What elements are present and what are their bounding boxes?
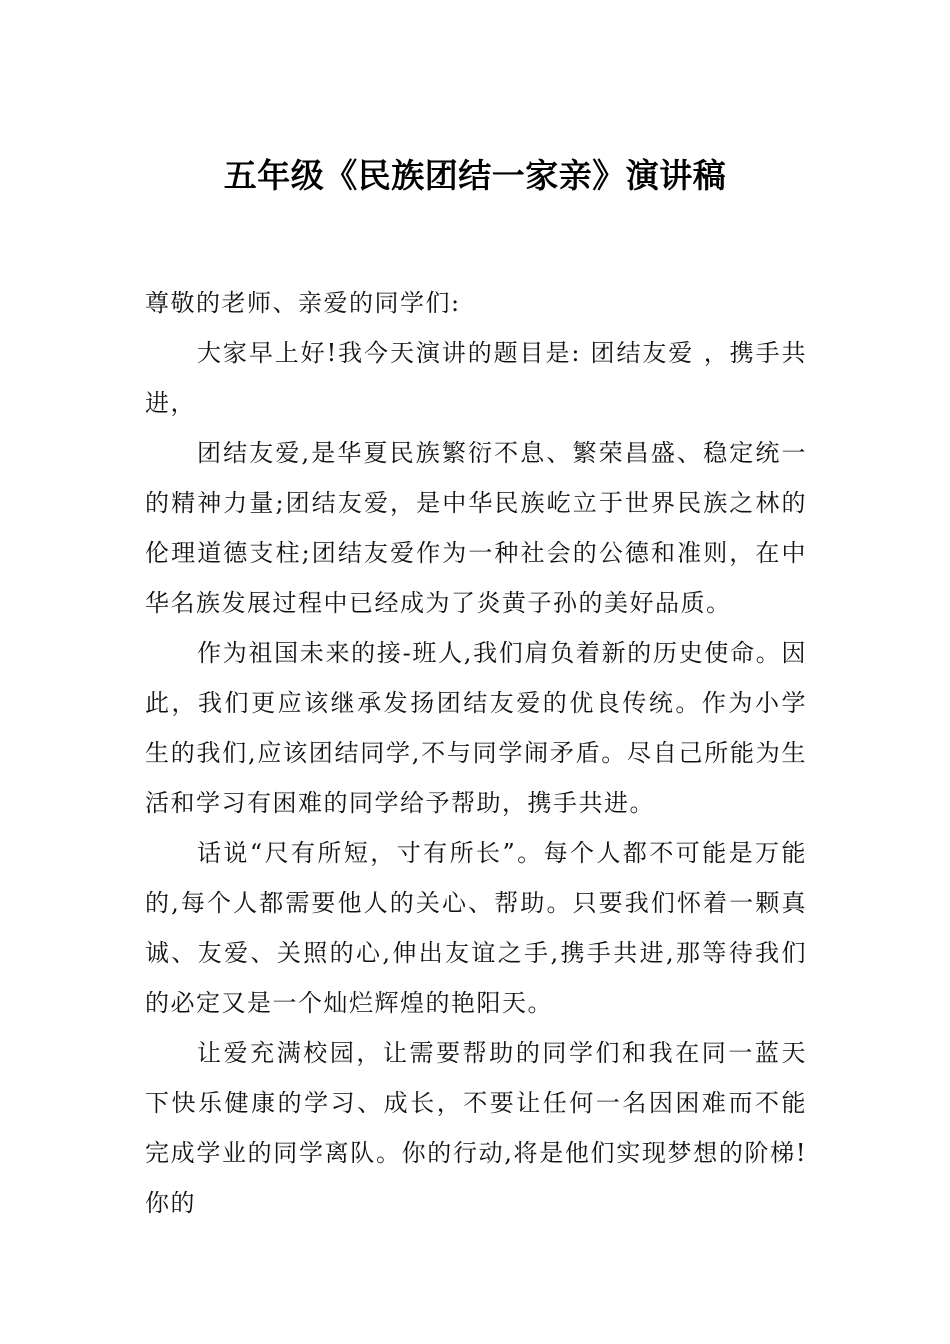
document-title: 五年级《民族团结一家亲》演讲稿 xyxy=(223,156,727,195)
paragraph-unity-meaning: 团结友爱,是华夏民族繁衍不息、繁荣昌盛、稳定统一的精神力量;团结友爱，是中华民族屹立于世界民族之林的伦理道德支柱;团结友爱作为一种社会的公德和准则，在中华名族发展过程中已经成为了炎黄子孙的美好品质。 xyxy=(145,439,807,617)
paragraph-opening: 大家早上好!我今天演讲的题目是: 团结友爱 ，携手共进， xyxy=(145,339,807,417)
paragraph-mutual-help: 话说“尺有所短，寸有所长”。每个人都不可能是万能的,每个人都需要他人的关心、帮助。只要我们怀着一颗真诚、友爱、关照的心,伸出友谊之手,携手共进,那等待我们的必定又是一个灿烂辉煌的艳阳天。 xyxy=(145,839,807,1017)
greeting-line: 尊敬的老师、亲爱的同学们: xyxy=(145,289,461,317)
document-body xyxy=(145,278,807,1228)
paragraph-love-campus: 让爱充满校园，让需要帮助的同学们和我在同一蓝天下快乐健康的学习、成长，不要让任何一名因困难而不能完成学业的同学离队。你的行动,将是他们实现梦想的阶梯!你的 xyxy=(145,1039,807,1217)
paragraph-our-mission: 作为祖国未来的接-班人,我们肩负着新的历史使命。因此，我们更应该继承发扬团结友爱的优良传统。作为小学生的我们,应该团结同学,不与同学闹矛盾。尽自己所能为生活和学习有困难的同学给予帮助，携手共进。 xyxy=(145,639,807,817)
